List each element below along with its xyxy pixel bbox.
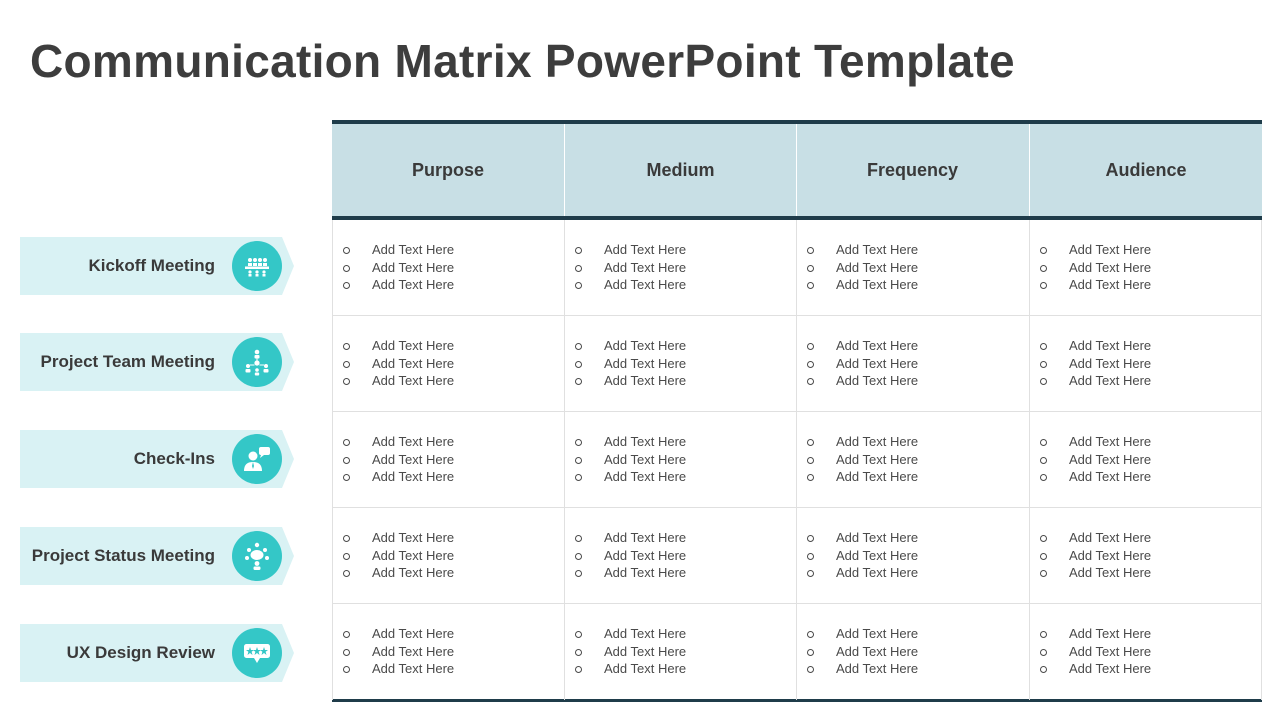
table-cell: [332, 508, 564, 604]
bullet-icon: [343, 553, 350, 560]
bullet-icon: [807, 570, 814, 577]
table-cell: [1029, 412, 1262, 508]
list-item-text: Add Text Here: [836, 626, 919, 641]
list-item-text: Add Text Here: [372, 451, 455, 467]
list-item: [575, 643, 686, 661]
bullet-icon: [807, 343, 814, 350]
list-item: [343, 276, 454, 294]
list-item-text: Add Text Here: [604, 643, 687, 659]
row-label-project-status-meeting: [20, 527, 294, 585]
list-item-text: Add Text Here: [372, 565, 455, 580]
bullet-icon: [343, 378, 350, 385]
bullet-icon: [575, 631, 582, 638]
list-item: [343, 625, 454, 643]
list-item: [1040, 337, 1151, 355]
table-cell: [796, 412, 1029, 508]
table-cell: [564, 220, 796, 316]
list-item: [1040, 529, 1151, 547]
bullet-list: [343, 625, 454, 678]
bullet-list: [575, 337, 686, 390]
bullet-list: [575, 529, 686, 582]
list-item-text: Add Text Here: [372, 373, 455, 388]
bullet-list: [1040, 529, 1151, 582]
bullet-icon: [807, 282, 814, 289]
list-item: [1040, 259, 1151, 277]
list-item-text: Add Text Here: [836, 242, 919, 257]
list-item: [343, 451, 454, 469]
list-item-text: Add Text Here: [372, 547, 455, 563]
list-item: [807, 660, 918, 678]
list-item: [1040, 276, 1151, 294]
list-item: [1040, 564, 1151, 582]
list-item-text: Add Text Here: [1069, 451, 1152, 467]
rating-bubble-icon: [232, 628, 282, 678]
row-label-text: UX Design Review: [66, 643, 215, 662]
bullet-icon: [1040, 649, 1047, 656]
bullet-icon: [1040, 247, 1047, 254]
bullet-icon: [343, 265, 350, 272]
list-item: [807, 337, 918, 355]
bullet-icon: [807, 631, 814, 638]
list-item: [575, 355, 686, 373]
table-header: [332, 120, 1262, 220]
bullet-icon: [575, 378, 582, 385]
team-network-icon: [232, 337, 282, 387]
list-item: [807, 355, 918, 373]
list-item-text: Add Text Here: [604, 373, 687, 388]
table-row: [332, 220, 1262, 316]
row-label-text: Check-Ins: [133, 449, 215, 468]
list-item-text: Add Text Here: [1069, 373, 1152, 388]
list-item: [343, 241, 454, 259]
list-item: [807, 468, 918, 486]
list-item-text: Add Text Here: [1069, 259, 1152, 275]
list-item-text: Add Text Here: [604, 338, 687, 353]
bullet-icon: [575, 666, 582, 673]
bullet-icon: [575, 649, 582, 656]
list-item: [807, 643, 918, 661]
bullet-icon: [343, 247, 350, 254]
bullet-list: [1040, 337, 1151, 390]
list-item-text: Add Text Here: [1069, 434, 1152, 449]
bullet-list: [343, 433, 454, 486]
list-item: [575, 625, 686, 643]
list-item: [575, 564, 686, 582]
list-item: [575, 372, 686, 390]
bullet-icon: [343, 570, 350, 577]
list-item-text: Add Text Here: [604, 530, 687, 545]
list-item: [343, 433, 454, 451]
bullet-icon: [575, 439, 582, 446]
bullet-icon: [1040, 265, 1047, 272]
bullet-list: [807, 529, 918, 582]
list-item-text: Add Text Here: [372, 469, 455, 484]
list-item-text: Add Text Here: [372, 277, 455, 292]
bullet-icon: [807, 378, 814, 385]
communication-matrix-table: [332, 120, 1262, 702]
list-item: [807, 276, 918, 294]
list-item-text: Add Text Here: [604, 547, 687, 563]
list-item: [1040, 433, 1151, 451]
list-item: [807, 259, 918, 277]
bullet-icon: [1040, 474, 1047, 481]
list-item-text: Add Text Here: [836, 530, 919, 545]
meeting-table-icon: [232, 241, 282, 291]
list-item-text: Add Text Here: [372, 626, 455, 641]
table-cell: [564, 508, 796, 604]
row-label-ux-design-review: [20, 624, 294, 682]
table-cell: [796, 220, 1029, 316]
page-title: Communication Matrix PowerPoint Template: [30, 35, 1015, 87]
list-item-text: Add Text Here: [372, 434, 455, 449]
table-row: [332, 316, 1262, 412]
bullet-icon: [807, 361, 814, 368]
list-item: [1040, 451, 1151, 469]
list-item-text: Add Text Here: [1069, 355, 1152, 371]
list-item: [807, 625, 918, 643]
bullet-list: [1040, 625, 1151, 678]
list-item: [1040, 241, 1151, 259]
list-item-text: Add Text Here: [372, 259, 455, 275]
bullet-icon: [343, 361, 350, 368]
list-item-text: Add Text Here: [372, 530, 455, 545]
bullet-icon: [575, 535, 582, 542]
list-item: [343, 547, 454, 565]
bullet-list: [575, 625, 686, 678]
bullet-icon: [807, 553, 814, 560]
bullet-icon: [807, 535, 814, 542]
bullet-icon: [343, 631, 350, 638]
list-item: [1040, 643, 1151, 661]
list-item-text: Add Text Here: [1069, 242, 1152, 257]
bullet-icon: [1040, 378, 1047, 385]
bullet-list: [807, 337, 918, 390]
bullet-icon: [807, 247, 814, 254]
bullet-icon: [807, 474, 814, 481]
column-header-medium: Medium: [564, 124, 796, 216]
bullet-list: [1040, 433, 1151, 486]
list-item-text: Add Text Here: [604, 626, 687, 641]
list-item-text: Add Text Here: [1069, 547, 1152, 563]
table-cell: [1029, 316, 1262, 412]
column-header-purpose: Purpose: [411, 159, 485, 180]
bullet-icon: [575, 457, 582, 464]
table-cell: [1029, 220, 1262, 316]
bullet-icon: [1040, 535, 1047, 542]
list-item: [343, 660, 454, 678]
table-cell: [1029, 604, 1262, 700]
bullet-list: [1040, 241, 1151, 294]
list-item-text: Add Text Here: [604, 434, 687, 449]
list-item-text: Add Text Here: [836, 469, 919, 484]
list-item-text: Add Text Here: [836, 643, 919, 659]
bullet-list: [575, 433, 686, 486]
bullet-icon: [807, 666, 814, 673]
list-item-text: Add Text Here: [836, 277, 919, 292]
table-cell: [332, 316, 564, 412]
list-item-text: Add Text Here: [836, 451, 919, 467]
table-cell: [564, 316, 796, 412]
list-item-text: Add Text Here: [1069, 530, 1152, 545]
bullet-icon: [1040, 361, 1047, 368]
table-cell: [564, 604, 796, 700]
row-label-kickoff-meeting: [20, 237, 294, 295]
bullet-icon: [1040, 439, 1047, 446]
table-cell: [1029, 508, 1262, 604]
list-item: [343, 564, 454, 582]
table-cell: [332, 412, 564, 508]
person-chat-icon: [232, 434, 282, 484]
bullet-icon: [575, 265, 582, 272]
bullet-icon: [575, 282, 582, 289]
list-item-text: Add Text Here: [604, 661, 687, 676]
list-item-text: Add Text Here: [372, 355, 455, 371]
row-label-text: Kickoff Meeting: [88, 256, 215, 275]
list-item: [343, 372, 454, 390]
bullet-icon: [807, 265, 814, 272]
bullet-icon: [343, 666, 350, 673]
list-item: [575, 660, 686, 678]
bullet-icon: [1040, 457, 1047, 464]
list-item: [575, 529, 686, 547]
list-item: [807, 529, 918, 547]
list-item-text: Add Text Here: [836, 661, 919, 676]
list-item-text: Add Text Here: [604, 451, 687, 467]
bullet-icon: [807, 439, 814, 446]
row-label-text: Project Team Meeting: [40, 352, 215, 371]
list-item-text: Add Text Here: [1069, 338, 1152, 353]
list-item: [343, 643, 454, 661]
list-item: [575, 451, 686, 469]
bullet-icon: [343, 535, 350, 542]
list-item-text: Add Text Here: [836, 355, 919, 371]
list-item-text: Add Text Here: [836, 338, 919, 353]
table-body: [332, 220, 1262, 702]
bullet-icon: [1040, 570, 1047, 577]
bullet-icon: [343, 474, 350, 481]
list-item: [343, 529, 454, 547]
list-item-text: Add Text Here: [836, 565, 919, 580]
list-item: [1040, 547, 1151, 565]
table-row: [332, 604, 1262, 700]
bullet-icon: [575, 553, 582, 560]
list-item: [807, 547, 918, 565]
table-cell: [332, 604, 564, 700]
list-item: [1040, 372, 1151, 390]
list-item: [575, 337, 686, 355]
bullet-icon: [1040, 553, 1047, 560]
list-item-text: Add Text Here: [372, 242, 455, 257]
row-label-project-team-meeting: [20, 333, 294, 391]
bullet-list: [343, 241, 454, 294]
list-item: [1040, 355, 1151, 373]
table-cell: [796, 604, 1029, 700]
bullet-list: [807, 625, 918, 678]
list-item-text: Add Text Here: [1069, 469, 1152, 484]
list-item: [343, 355, 454, 373]
bullet-list: [807, 241, 918, 294]
list-item-text: Add Text Here: [372, 338, 455, 353]
list-item: [343, 259, 454, 277]
list-item-text: Add Text Here: [604, 565, 687, 580]
list-item: [575, 547, 686, 565]
row-labels: [0, 0, 320, 720]
list-item: [1040, 468, 1151, 486]
bullet-list: [575, 241, 686, 294]
list-item: [575, 241, 686, 259]
bullet-list: [343, 337, 454, 390]
list-item: [575, 276, 686, 294]
bullet-icon: [1040, 631, 1047, 638]
list-item-text: Add Text Here: [1069, 277, 1152, 292]
bullet-list: [807, 433, 918, 486]
list-item-text: Add Text Here: [604, 469, 687, 484]
bullet-icon: [343, 343, 350, 350]
list-item: [575, 259, 686, 277]
list-item-text: Add Text Here: [1069, 643, 1152, 659]
list-item: [1040, 660, 1151, 678]
list-item-text: Add Text Here: [604, 259, 687, 275]
list-item-text: Add Text Here: [604, 277, 687, 292]
list-item-text: Add Text Here: [836, 547, 919, 563]
table-cell: [796, 316, 1029, 412]
table-cell: [564, 412, 796, 508]
round-table-meeting-icon: [232, 531, 282, 581]
table-cell: [796, 508, 1029, 604]
column-header-frequency: Frequency: [796, 124, 1028, 216]
list-item-text: Add Text Here: [604, 242, 687, 257]
list-item-text: Add Text Here: [372, 643, 455, 659]
list-item: [575, 468, 686, 486]
bullet-icon: [575, 474, 582, 481]
bullet-icon: [1040, 282, 1047, 289]
list-item: [343, 337, 454, 355]
list-item: [807, 433, 918, 451]
list-item: [575, 433, 686, 451]
bullet-icon: [1040, 666, 1047, 673]
bullet-icon: [343, 439, 350, 446]
bullet-icon: [1040, 343, 1047, 350]
table-cell: [332, 220, 564, 316]
list-item-text: Add Text Here: [836, 434, 919, 449]
list-item-text: Add Text Here: [372, 661, 455, 676]
bullet-icon: [807, 457, 814, 464]
list-item: [807, 241, 918, 259]
list-item-text: Add Text Here: [604, 355, 687, 371]
bullet-icon: [807, 649, 814, 656]
list-item: [1040, 625, 1151, 643]
bullet-list: [343, 529, 454, 582]
list-item: [807, 372, 918, 390]
bullet-icon: [575, 247, 582, 254]
bullet-icon: [343, 457, 350, 464]
list-item-text: Add Text Here: [1069, 661, 1152, 676]
table-row: [332, 508, 1262, 604]
row-label-text: Project Status Meeting: [31, 546, 215, 565]
list-item-text: Add Text Here: [836, 373, 919, 388]
list-item: [807, 451, 918, 469]
table-row: [332, 412, 1262, 508]
list-item-text: Add Text Here: [1069, 626, 1152, 641]
row-label-check-ins: [20, 430, 294, 488]
bullet-icon: [575, 343, 582, 350]
list-item: [343, 468, 454, 486]
bullet-icon: [575, 570, 582, 577]
list-item-text: Add Text Here: [836, 259, 919, 275]
bullet-icon: [343, 649, 350, 656]
column-header-audience: Audience: [1029, 124, 1262, 216]
bullet-icon: [575, 361, 582, 368]
list-item-text: Add Text Here: [1069, 565, 1152, 580]
bullet-icon: [343, 282, 350, 289]
list-item: [807, 564, 918, 582]
